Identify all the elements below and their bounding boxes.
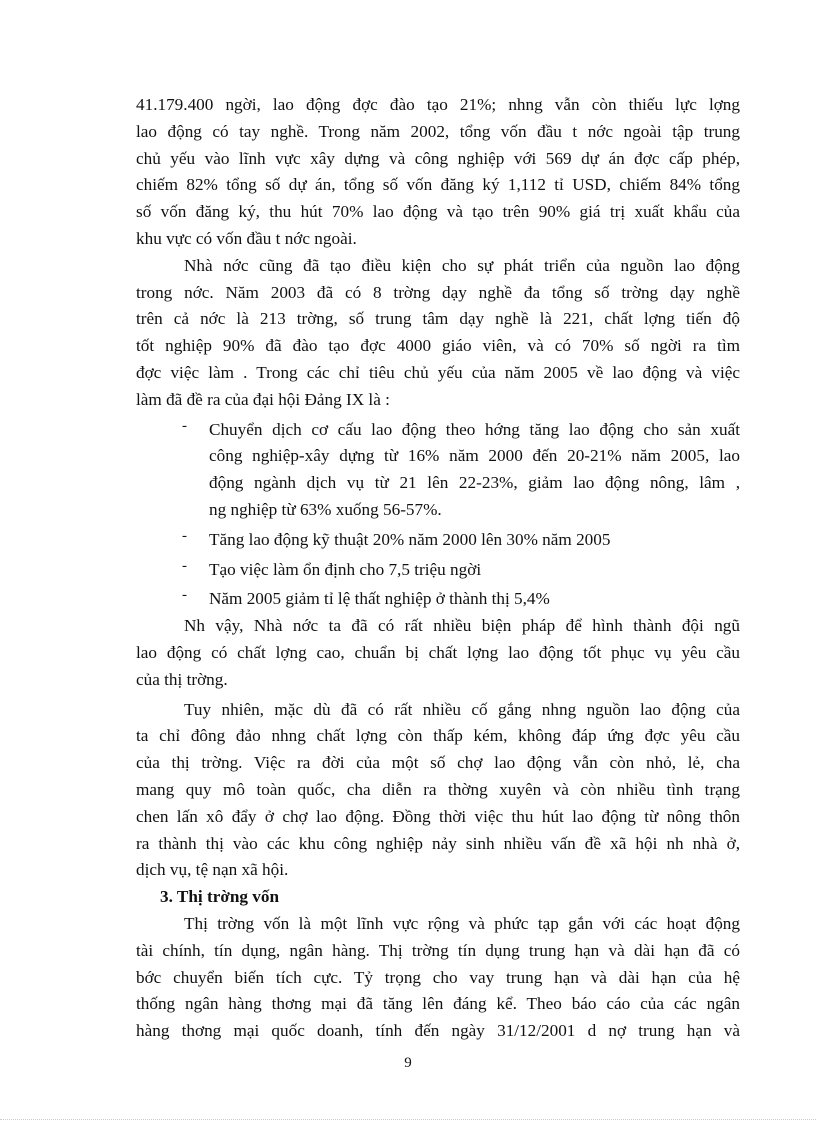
list-item: [182, 557, 740, 584]
text-line: chiếm 82% tổng số dự án, tổng số vốn đăng ký 1,112 tỉ USD, chiếm 84% tổng: [136, 175, 740, 195]
text-line: số vốn đăng ký, thu hút 70% lao động và tạo trên 90% giá trị xuất khẩu của: [136, 202, 740, 222]
text-line: Thị trờng vốn là một lĩnh vực rộng và phức tạp gắn với các hoạt động: [184, 913, 740, 933]
page-bottom-divider: [0, 1119, 816, 1120]
text-line: đợc việc làm . Trong các chỉ tiêu chủ yếu của năm 2005 về lao động và việc: [136, 362, 740, 382]
text-line: tài chính, tín dụng, ngân hàng. Thị trờng tín dụng trung hạn và dài hạn đã có: [136, 940, 740, 960]
text-line: Năm 2005 giảm tỉ lệ thất nghiệp ở thành thị 5,4%: [209, 589, 550, 609]
text-line: tốt nghiệp 90% đã đào tạo đợc 4000 giáo viên, và có 70% số ngời ra tìm: [136, 336, 740, 356]
text-line: Nhà nớc cũng đã tạo điều kiện cho sự phát triển của nguồn lao động: [184, 255, 740, 275]
paragraph-capital-market: [136, 911, 740, 1045]
text-line: công nghiệp-xây dựng từ 16% năm 2000 đến 20-21% năm 2005, lao: [209, 446, 740, 466]
list-item: [182, 586, 740, 613]
dash-bullet-icon: -: [182, 557, 187, 574]
text-line: chủ yếu vào lĩnh vực xây dựng và công nghiệp với 569 dự án đợc cấp phép,: [136, 148, 740, 168]
section-heading: 3. Thị trờng vốn: [160, 887, 280, 907]
paragraph-state-vocational: [136, 253, 740, 414]
text-line: trên cả nớc là 213 trờng, số trung tâm dạy nghề là 221, chất lợng tiến độ: [136, 309, 740, 329]
text-line: lao động có chất lợng cao, chuẩn bị chất lợng lao động tốt phục vụ yêu cầu: [136, 642, 740, 662]
dash-bullet-icon: -: [182, 527, 187, 544]
text-line: khu vực có vốn đầu t nớc ngoài.: [136, 228, 357, 248]
text-line: bớc chuyển biến tích cực. Tỷ trọng cho vay trung hạn và dài hạn của hệ: [136, 967, 740, 987]
targets-bullet-list: [182, 417, 740, 614]
paragraph-limitations: [136, 697, 740, 885]
text-line: làm đã đề ra của đại hội Đảng IX là :: [136, 389, 390, 409]
text-line: ra thành thị vào các khu công nghiệp nảy sinh nhiều vấn đề xã hội nh nhà ở,: [136, 833, 740, 853]
text-line: chen lấn xô đẩy ở chợ lao động. Đồng thời việc thu hút lao động từ nông thôn: [136, 806, 740, 826]
document-body: [136, 92, 740, 1045]
list-item: [182, 417, 740, 524]
text-line: Chuyển dịch cơ cấu lao động theo hớng tăng lao động cho sản xuất: [209, 419, 740, 439]
text-line: lao động có tay nghề. Trong năm 2002, tổng vốn đầu t nớc ngoài tập trung: [136, 121, 740, 141]
text-line: Tăng lao động kỹ thuật 20% năm 2000 lên 30% năm 2005: [209, 529, 611, 549]
text-line: ng nghiệp từ 63% xuống 56-57%.: [209, 499, 442, 519]
text-line: 41.179.400 ngời, lao động đợc đào tạo 21%; nhng vẫn còn thiếu lực lợng: [136, 95, 740, 114]
text-line: mang quy mô toàn quốc, cha diễn ra thờng xuyên và còn nhiều tình trạng: [136, 779, 740, 799]
list-item: [182, 527, 740, 554]
text-line: hàng thơng mại quốc doanh, tính đến ngày 31/12/2001 d nợ trung hạn và: [136, 1021, 740, 1041]
text-line: Tuy nhiên, mặc dù đã có rất nhiều cố gắng nhng nguồn lao động của: [184, 699, 740, 719]
paragraph-labor-investment: [136, 92, 740, 253]
text-line: động ngành dịch vụ từ 21 lên 22-23%, giảm lao động nông, lâm ,: [209, 473, 740, 493]
dash-bullet-icon: -: [182, 417, 187, 434]
text-line: ta chỉ đông đảo nhng chất lợng còn thấp kém, không đáp ứng đợc yêu cầu: [136, 726, 740, 746]
text-line: trong nớc. Năm 2003 đã có 8 trờng dạy nghề đa tổng số trờng dạy nghề: [136, 282, 740, 302]
text-line: của thị trờng.: [136, 669, 228, 689]
text-line: của thị trờng. Việc ra đời của một số chợ lao động vẫn còn nhỏ, lẻ, cha: [136, 753, 740, 773]
text-line: dịch vụ, tệ nạn xã hội.: [136, 860, 289, 880]
text-line: thống ngân hàng thơng mại đã tăng lên đáng kể. Theo báo cáo của các ngân: [136, 994, 740, 1014]
page-number: 9: [404, 1055, 412, 1071]
dash-bullet-icon: -: [182, 587, 187, 604]
paragraph-summary: [136, 613, 740, 693]
text-line: Nh vậy, Nhà nớc ta đã có rất nhiều biện pháp để hình thành đội ngũ: [184, 616, 740, 636]
text-line: Tạo việc làm ổn định cho 7,5 triệu ngời: [209, 559, 482, 579]
